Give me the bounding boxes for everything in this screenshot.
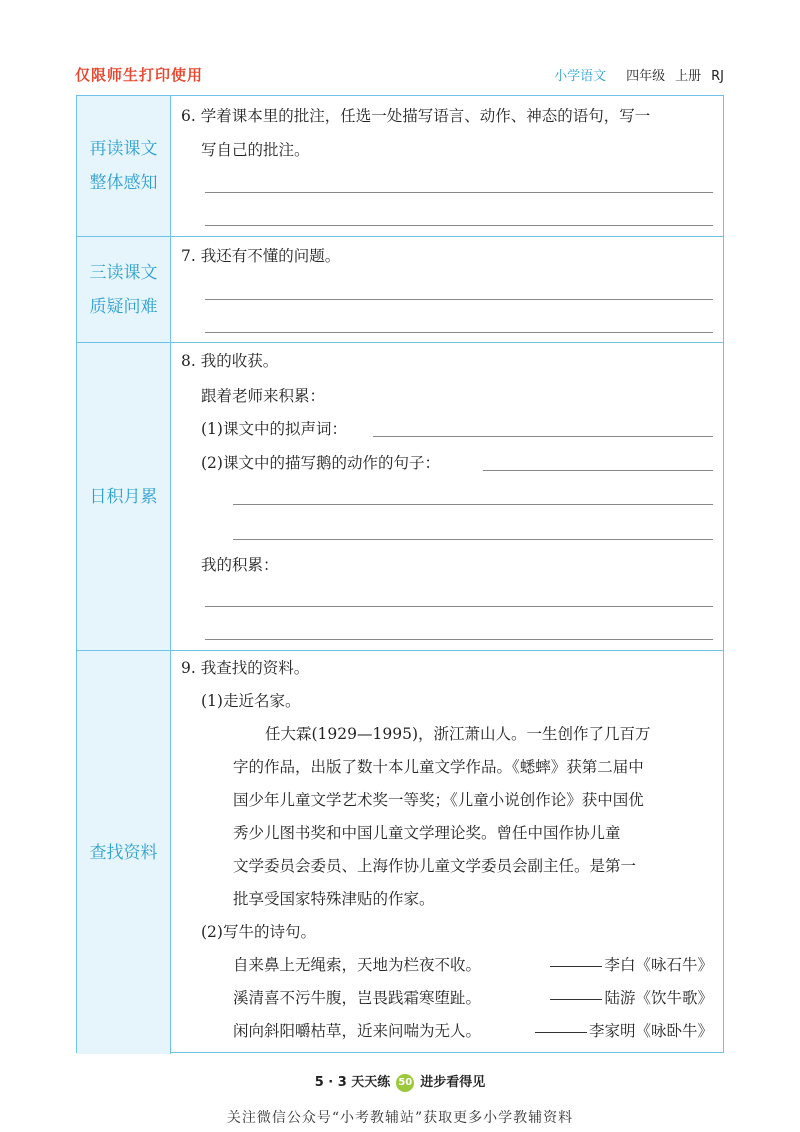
item-onomatopoeia: (1)课文中的拟声词： [201, 420, 347, 438]
section-label [77, 343, 171, 650]
section-label-line: 三读课文 [89, 262, 158, 283]
section-reread-3 [77, 237, 723, 343]
bio-line: 任大霖(1929—1995)，浙江萧山人。一生创作了几百万 [265, 725, 651, 743]
answer-line[interactable] [205, 225, 713, 226]
section-label-line: 质疑问难 [89, 296, 158, 317]
dash-mark [535, 1032, 587, 1033]
section-content [171, 343, 723, 650]
section-research [77, 651, 723, 1054]
poem-source [550, 955, 713, 975]
footer-slogan: 进步看得见 [420, 1075, 486, 1090]
answer-line[interactable] [205, 639, 713, 640]
subject-label: 小学语文 [554, 69, 607, 84]
footer-series: 5 · 3 天天练 [314, 1075, 391, 1090]
section-content [171, 237, 723, 342]
bio-line: 批享受国家特殊津贴的作家。 [233, 890, 435, 908]
answer-line[interactable] [483, 470, 713, 471]
page-footer [0, 1071, 800, 1092]
answer-line[interactable] [205, 606, 713, 607]
poem-line: 自来鼻上无绳索，天地为栏夜不收。 [233, 956, 482, 974]
my-accumulation: 我的积累： [201, 556, 279, 574]
part-author: (1)走近名家。 [201, 692, 301, 710]
page-number: 50 [396, 1074, 414, 1092]
section-label-line: 日积月累 [89, 486, 158, 507]
section-label [77, 651, 171, 1054]
poem-source-text: 李白《咏石牛》 [604, 956, 713, 974]
section-label-line: 再读课文 [89, 139, 158, 159]
accumulate-intro: 跟着老师来积累： [201, 387, 326, 405]
dash-mark [550, 999, 602, 1000]
poem-source [550, 988, 713, 1008]
question-8: 8. 我的收获。 [181, 352, 279, 370]
question-6-cont: 写自己的批注。 [201, 141, 310, 159]
answer-line[interactable] [233, 504, 713, 505]
bio-line: 国少年儿童文学艺术奖一等奖；《儿童小说创作论》获中国优 [233, 791, 644, 809]
section-label [77, 96, 171, 236]
print-notice: 仅限师生打印使用 [75, 66, 204, 84]
volume-label: 上册 [675, 69, 702, 84]
item-goose-actions: (2)课文中的描写鹅的动作的句子： [201, 454, 440, 472]
section-content [171, 96, 723, 236]
watermark-text: 关注微信公众号“小考教辅站”获取更多小学教辅资料 [226, 1110, 574, 1126]
question-9: 9. 我查找的资料。 [181, 659, 310, 677]
poem-line: 溪清喜不污牛腹，岂畏践霜寒堕趾。 [233, 989, 482, 1007]
part-poems: (2)写牛的诗句。 [201, 923, 316, 941]
answer-line[interactable] [373, 436, 713, 437]
bio-line: 秀少儿图书奖和中国儿童文学理论奖。曾任中国作协儿童 [233, 824, 621, 842]
section-label [77, 237, 171, 342]
section-accumulate [77, 343, 723, 651]
book-info [544, 65, 724, 84]
section-content [171, 651, 723, 1054]
poem-source [535, 1021, 713, 1041]
bio-line: 字的作品，出版了数十本儿童文学作品。《蟋蟀》获第二届中 [233, 758, 644, 776]
dash-mark [550, 966, 602, 967]
grade-label: 四年级 [626, 69, 666, 84]
question-7: 7. 我还有不懂的问题。 [181, 247, 341, 265]
answer-line[interactable] [205, 332, 713, 333]
section-reread-2 [77, 96, 723, 237]
poem-line: 闲向斜阳嚼枯草，近来问喘为无人。 [233, 1022, 482, 1040]
poem-source-text: 李家明《咏卧牛》 [588, 1022, 713, 1040]
question-6: 6. 学着课本里的批注，任选一处描写语言、动作、神态的语句，写一 [181, 107, 651, 125]
bio-line: 文学委员会委员、上海作协儿童文学委员会副主任。是第一 [233, 857, 637, 875]
answer-line[interactable] [205, 299, 713, 300]
section-label-line: 整体感知 [89, 173, 158, 193]
worksheet-table [76, 95, 724, 1053]
edition-label: RJ [711, 69, 724, 84]
answer-line[interactable] [233, 539, 713, 540]
section-label-line: 查找资料 [89, 842, 158, 863]
answer-line[interactable] [205, 192, 713, 193]
poem-source-text: 陆游《饮牛歌》 [604, 989, 713, 1007]
